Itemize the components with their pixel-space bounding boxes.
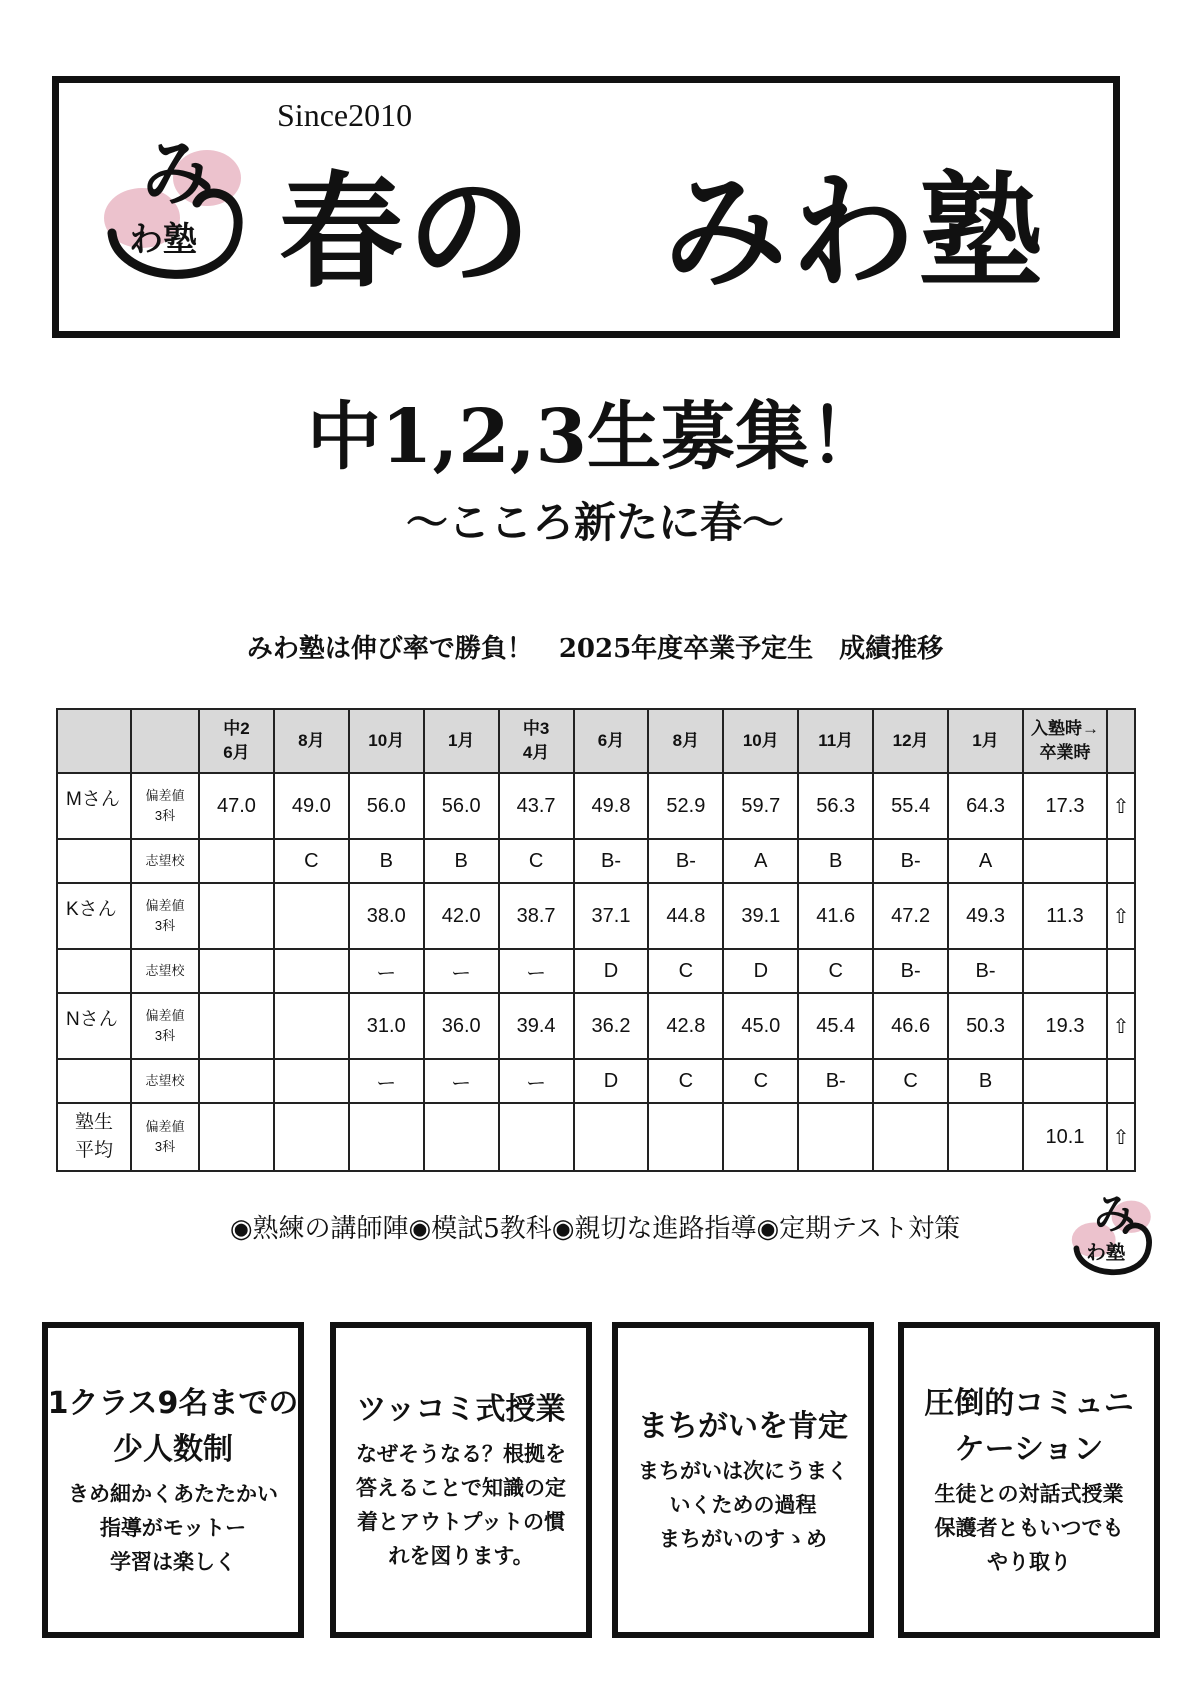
- column-header: [499, 709, 574, 773]
- score-cell: 38.0: [349, 883, 424, 949]
- metric-school: 志望校: [131, 839, 199, 883]
- school-grade-cell: B-: [798, 1059, 873, 1103]
- feature-card-mistakes: [612, 1322, 874, 1638]
- card-body: まちがいは次にうまく いくための過程 まちがいのすゝめ: [638, 1459, 848, 1551]
- empty-cell: [424, 1103, 499, 1171]
- column-header-line2: 8月: [298, 731, 325, 750]
- empty-cell: [948, 1103, 1023, 1171]
- score-cell: [199, 993, 274, 1059]
- school-grade-cell: B-: [574, 839, 649, 883]
- empty-gain-cell: [1023, 949, 1107, 993]
- score-cell: 49.8: [574, 773, 649, 839]
- table-row: [57, 993, 1135, 1059]
- average-name-line2: 平均: [74, 1140, 113, 1161]
- column-header: [798, 709, 873, 773]
- student-name: Nさん: [57, 993, 131, 1059]
- empty-gain-cell: [1023, 1059, 1107, 1103]
- school-grade-cell: B: [349, 839, 424, 883]
- metric-deviation-line1: 偏差値: [145, 1119, 185, 1134]
- metric-deviation-line1: 偏差値: [145, 788, 185, 803]
- score-cell: [274, 883, 349, 949]
- school-grade-cell: D: [574, 949, 649, 993]
- column-header-line2: 6月: [597, 731, 625, 750]
- column-header: [199, 709, 274, 773]
- score-cell: 38.7: [499, 883, 574, 949]
- metric-school: 志望校: [131, 1059, 199, 1103]
- school-grade-cell: B-: [873, 949, 948, 993]
- column-header-line1: 中3: [522, 719, 550, 738]
- table-row-average: [57, 1103, 1135, 1171]
- metric-deviation-line2: 3科: [154, 1028, 176, 1043]
- page-title: 春の みわ塾: [279, 160, 1048, 305]
- up-arrow-icon: ⇧: [1107, 773, 1135, 839]
- metric-deviation-line1: 偏差値: [145, 1008, 185, 1023]
- empty-cell: [274, 1103, 349, 1171]
- gain-cell: 19.3: [1023, 993, 1107, 1059]
- column-header-line2: 6月: [223, 743, 250, 762]
- score-cell: 36.2: [574, 993, 649, 1059]
- header-arrow: [1107, 709, 1135, 773]
- empty-cell: [873, 1103, 948, 1171]
- empty-cell: [349, 1103, 424, 1171]
- metric-deviation: [131, 993, 199, 1059]
- up-arrow-icon: ⇧: [1107, 883, 1135, 949]
- school-grade-cell: C: [798, 949, 873, 993]
- header-box: [52, 76, 1120, 338]
- card-title: ツッコミ式授業: [356, 1392, 566, 1427]
- score-cell: 37.1: [574, 883, 649, 949]
- column-header-line2: 10月: [742, 731, 779, 750]
- column-header-line2: 11月: [818, 731, 854, 750]
- column-header-line2: 12月: [892, 731, 929, 750]
- score-cell: 45.4: [798, 993, 873, 1059]
- catchphrase: 〜こころ新たに春〜: [405, 498, 784, 547]
- school-grade-cell: C: [648, 949, 723, 993]
- student-name: Mさん: [57, 773, 131, 839]
- column-header-line2: 8月: [672, 731, 700, 750]
- school-grade-cell: [274, 1059, 349, 1103]
- empty-cell: [723, 1103, 798, 1171]
- features-line: ◉熟練の講師陣◉模試5教科◉親切な進路指導◉定期テスト対策: [229, 1214, 961, 1244]
- empty-cell: [798, 1103, 873, 1171]
- svg-text:わ塾: わ塾: [129, 220, 197, 260]
- school-grade-cell: [199, 1059, 274, 1103]
- school-grade-cell: B: [948, 1059, 1023, 1103]
- score-cell: 39.4: [499, 993, 574, 1059]
- score-cell: 64.3: [948, 773, 1023, 839]
- empty-arrow-cell: [1107, 839, 1135, 883]
- score-cell: 52.9: [648, 773, 723, 839]
- column-header: [574, 709, 649, 773]
- average-name: [57, 1103, 131, 1171]
- table-row: [57, 773, 1135, 839]
- metric-deviation-line2: 3科: [154, 1139, 176, 1154]
- empty-name-cell: [57, 1059, 131, 1103]
- score-cell: 36.0: [424, 993, 499, 1059]
- empty-cell: [648, 1103, 723, 1171]
- score-cell: [199, 883, 274, 949]
- school-grade-cell: A: [723, 839, 798, 883]
- score-cell: 45.0: [723, 993, 798, 1059]
- score-cell: 56.0: [349, 773, 424, 839]
- score-cell: 44.8: [648, 883, 723, 949]
- metric-deviation-line1: 偏差値: [145, 898, 185, 913]
- miwa-juku-logo-small: [1062, 1185, 1160, 1283]
- empty-gain-cell: [1023, 839, 1107, 883]
- up-arrow-icon: ⇧: [1107, 1103, 1135, 1171]
- column-header: [424, 709, 499, 773]
- since-label: Since2010: [277, 97, 413, 133]
- score-cell: 56.3: [798, 773, 873, 839]
- school-grade-cell: B-: [948, 949, 1023, 993]
- svg-text:わ塾: わ塾: [1086, 1240, 1126, 1264]
- table-row: [57, 1059, 1135, 1103]
- column-header-line2: 4月: [522, 743, 550, 762]
- school-grade-cell: C: [648, 1059, 723, 1103]
- metric-deviation: [131, 883, 199, 949]
- score-cell: 42.0: [424, 883, 499, 949]
- score-cell: 47.0: [199, 773, 274, 839]
- school-grade-cell: [274, 949, 349, 993]
- school-grade-cell: C: [274, 839, 349, 883]
- feature-card-communication: [898, 1322, 1160, 1638]
- school-grade-cell: ー: [499, 949, 574, 993]
- school-grade-cell: B: [798, 839, 873, 883]
- column-header-line2: 10月: [368, 731, 405, 750]
- empty-cell: [199, 1103, 274, 1171]
- score-cell: 41.6: [798, 883, 873, 949]
- empty-cell: [574, 1103, 649, 1171]
- table-caption: みわ塾は伸び率で勝負！ 2025年度卒業予定生 成績推移: [246, 634, 944, 664]
- svg-text:み: み: [1093, 1189, 1136, 1239]
- score-cell: 55.4: [873, 773, 948, 839]
- card-title: 1クラス9名までの 少人数制: [47, 1386, 299, 1467]
- empty-arrow-cell: [1107, 949, 1135, 993]
- metric-deviation: [131, 1103, 199, 1171]
- score-cell: 49.3: [948, 883, 1023, 949]
- table-row: [57, 949, 1135, 993]
- table-row: [57, 883, 1135, 949]
- column-header: [648, 709, 723, 773]
- school-grade-cell: C: [499, 839, 574, 883]
- school-grade-cell: B: [424, 839, 499, 883]
- school-grade-cell: [199, 949, 274, 993]
- gain-cell: 10.1: [1023, 1103, 1107, 1171]
- column-header: [349, 709, 424, 773]
- empty-arrow-cell: [1107, 1059, 1135, 1103]
- metric-deviation-line2: 3科: [154, 918, 176, 933]
- score-cell: [274, 993, 349, 1059]
- score-cell: 43.7: [499, 773, 574, 839]
- gain-cell: 17.3: [1023, 773, 1107, 839]
- school-grade-cell: D: [723, 949, 798, 993]
- school-grade-cell: A: [948, 839, 1023, 883]
- table-header-row: [57, 709, 1135, 773]
- gain-header-line2: 卒業時: [1039, 743, 1091, 762]
- header-corner: [57, 709, 131, 773]
- score-cell: 39.1: [723, 883, 798, 949]
- feature-card-tsukkomi: [330, 1322, 592, 1638]
- header-metric: [131, 709, 199, 773]
- card-body: きめ細かくあたたかい 指導がモットー 学習は楽しく: [68, 1482, 278, 1574]
- card-title: まちがいを肯定: [638, 1409, 848, 1444]
- recruit-headline: 中1,2,3生募集！: [307, 394, 883, 480]
- school-grade-cell: [199, 839, 274, 883]
- average-name-line1: 塾生: [74, 1112, 113, 1133]
- score-cell: 42.8: [648, 993, 723, 1059]
- column-header: [948, 709, 1023, 773]
- table-row: [57, 839, 1135, 883]
- score-cell: 47.2: [873, 883, 948, 949]
- score-cell: 46.6: [873, 993, 948, 1059]
- school-grade-cell: D: [574, 1059, 649, 1103]
- school-grade-cell: B-: [873, 839, 948, 883]
- metric-school: 志望校: [131, 949, 199, 993]
- empty-name-cell: [57, 839, 131, 883]
- score-cell: 49.0: [274, 773, 349, 839]
- empty-cell: [499, 1103, 574, 1171]
- score-table: [56, 708, 1136, 1172]
- column-header-line2: 1月: [972, 731, 999, 750]
- school-grade-cell: C: [873, 1059, 948, 1103]
- card-body: なぜそうなる？根拠を 答えることで知識の定 着とアウトプットの慣 れを図ります。: [356, 1442, 566, 1568]
- school-grade-cell: C: [723, 1059, 798, 1103]
- card-body: 生徒との対話式授業 保護者ともいつでも やり取り: [934, 1482, 1124, 1574]
- metric-deviation-line2: 3科: [154, 808, 176, 823]
- school-grade-cell: ー: [349, 949, 424, 993]
- miwa-juku-logo: [87, 123, 257, 293]
- up-arrow-icon: ⇧: [1107, 993, 1135, 1059]
- column-header-line1: 中2: [223, 719, 250, 738]
- column-header: [873, 709, 948, 773]
- gain-header-line1: 入塾時→: [1031, 719, 1099, 738]
- gain-header: [1023, 709, 1107, 773]
- column-header: [723, 709, 798, 773]
- svg-text:み: み: [142, 130, 215, 215]
- school-grade-cell: ー: [349, 1059, 424, 1103]
- score-cell: 50.3: [948, 993, 1023, 1059]
- column-header-line2: 1月: [447, 731, 475, 750]
- score-cell: 31.0: [349, 993, 424, 1059]
- gain-cell: 11.3: [1023, 883, 1107, 949]
- school-grade-cell: ー: [424, 949, 499, 993]
- metric-deviation: [131, 773, 199, 839]
- school-grade-cell: B-: [648, 839, 723, 883]
- score-cell: 56.0: [424, 773, 499, 839]
- score-cell: 59.7: [723, 773, 798, 839]
- school-grade-cell: ー: [424, 1059, 499, 1103]
- empty-name-cell: [57, 949, 131, 993]
- column-header: [274, 709, 349, 773]
- feature-card-small-class: [42, 1322, 304, 1638]
- student-name: Kさん: [57, 883, 131, 949]
- card-title: 圧倒的コミュニ ケーション: [924, 1386, 1134, 1467]
- school-grade-cell: ー: [499, 1059, 574, 1103]
